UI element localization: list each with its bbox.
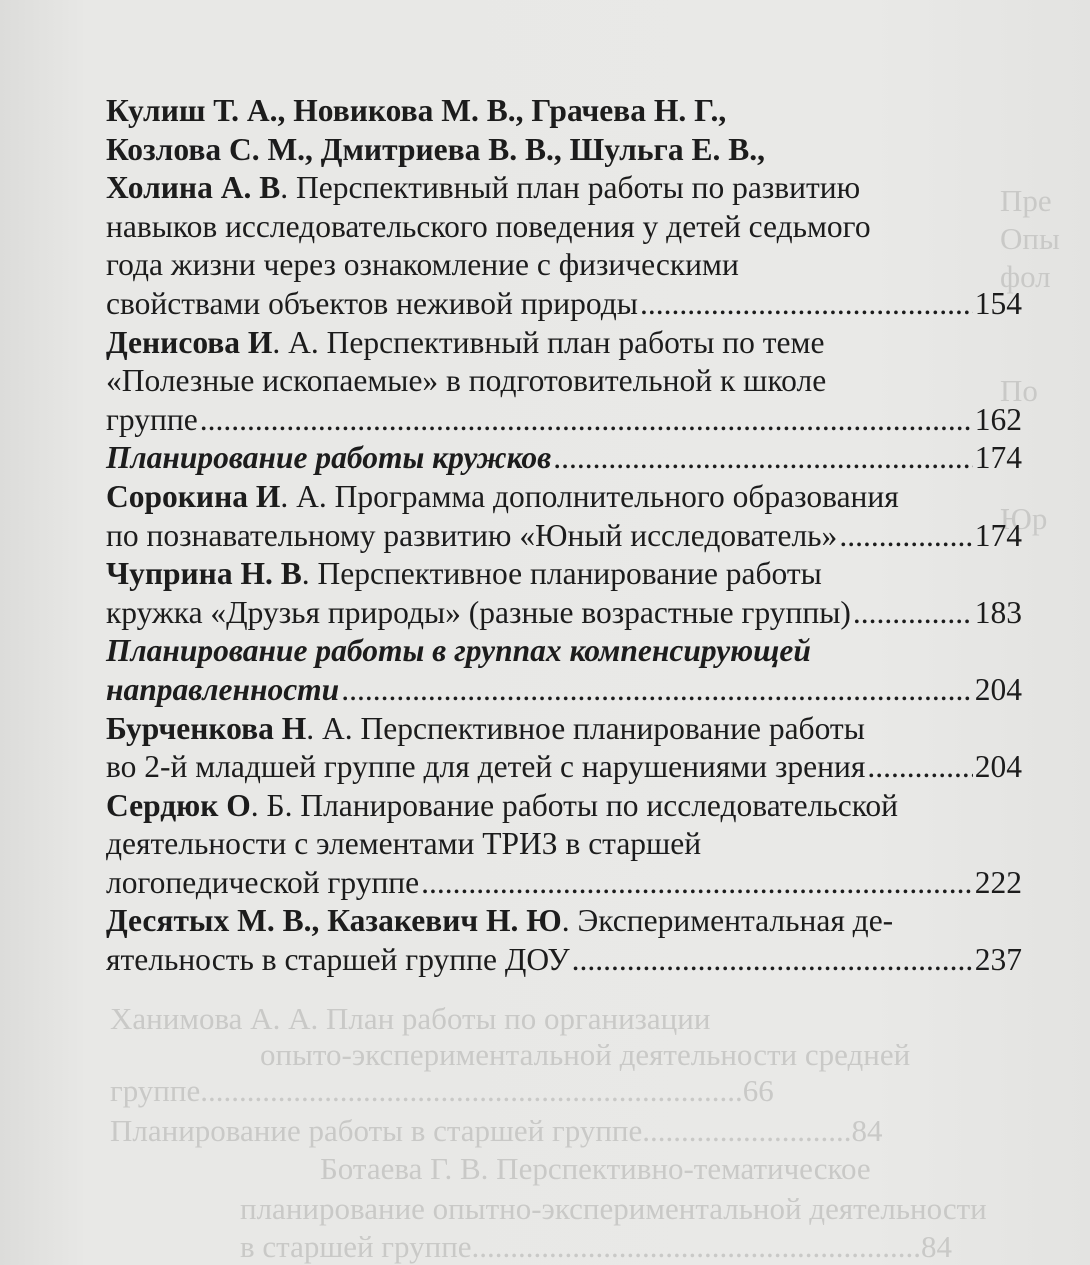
dot-leader: [853, 594, 973, 633]
toc-title-text: свойствами объектов неживой природы: [106, 285, 638, 321]
toc-title-text: логопедической группе: [106, 864, 420, 900]
toc-title-text: . Перспективный план работы по развитию: [280, 170, 861, 206]
toc-line: [106, 92, 1022, 131]
toc-line: [106, 902, 1022, 941]
dot-leader: [867, 748, 972, 787]
toc-line: [106, 710, 1022, 749]
dot-leader: [572, 941, 973, 980]
page-number: 183: [974, 594, 1022, 630]
toc-title-text: . А. Программа дополнительного образования: [280, 478, 899, 514]
toc-line: [106, 362, 1022, 401]
toc-line: [106, 787, 1022, 826]
toc-title-text: навыков исследовательского поведения у детей седьмого: [106, 208, 871, 244]
toc-line: [106, 324, 1022, 363]
toc-line: [106, 131, 1022, 170]
toc-title-text: «Полезные ископаемые» в подготовительной к школе: [106, 363, 827, 399]
toc-line: [106, 825, 1022, 864]
toc-title-text: ятельность в старшей группе ДОУ: [106, 942, 570, 978]
toc-line: [106, 632, 1022, 671]
toc-authors: Кулиш Т. А., Новикова М. В., Грачева Н. Г.,: [106, 93, 727, 128]
toc-entry: [106, 92, 1022, 324]
toc-entry: [106, 902, 1022, 979]
page-number: 154: [974, 285, 1022, 321]
toc-line-with-page: [106, 941, 1022, 980]
toc-line: [106, 555, 1022, 594]
toc-line-with-page: [106, 401, 1022, 440]
toc-section-heading: [106, 632, 1022, 709]
page-number: 237: [974, 942, 1022, 978]
toc-entry: [106, 478, 1022, 555]
dot-leader: [341, 671, 973, 710]
toc-line: [106, 478, 1022, 517]
dot-leader: [640, 285, 973, 324]
toc-line-with-page: [106, 864, 1022, 903]
page-number: 174: [974, 440, 1022, 476]
toc-line-with-page: [106, 671, 1022, 710]
section-title: Планирование работы в группах компенсирующей: [106, 633, 811, 669]
toc-title-text: кружка «Друзья природы» (разные возрастные группы): [106, 594, 851, 630]
toc-authors: Холина А. В: [106, 170, 281, 206]
dot-leader: [421, 864, 973, 903]
toc-entry: [106, 324, 1022, 440]
toc-line-with-page: [106, 594, 1022, 633]
toc-title-text: . Б. Планирование работы по исследовательской: [250, 787, 899, 823]
toc-entry: [106, 710, 1022, 787]
toc-title-text: по познавательному развитию «Юный исследователь»: [106, 517, 838, 553]
toc-authors: Чуприна Н. В: [106, 556, 302, 592]
dot-leader: [839, 517, 972, 556]
toc-line-with-page: [106, 439, 1022, 478]
toc-authors: Денисова И: [106, 324, 273, 360]
toc-authors: Сердюк О: [106, 787, 251, 823]
toc-authors: Козлова С. М., Дмитриева В. В., Шульга Е. В.,: [106, 131, 765, 167]
page-number: 222: [974, 864, 1022, 900]
toc-line-with-page: [106, 285, 1022, 324]
toc-authors: Бурченкова Н: [106, 710, 307, 746]
toc-title-text: . Перспективное планирование работы: [301, 556, 822, 592]
dot-leader: [553, 439, 972, 478]
toc-authors: Сорокина И: [106, 478, 281, 514]
toc-entry: [106, 555, 1022, 632]
toc-line: [106, 169, 1022, 208]
toc-title-text: группе: [106, 401, 198, 437]
toc-title-text: . А. Перспективный план работы по теме: [272, 324, 825, 360]
dot-leader: [200, 401, 973, 440]
table-of-contents: [106, 92, 1022, 980]
toc-line-with-page: [106, 517, 1022, 556]
toc-title-text: во 2-й младшей группе для детей с нарушениями зрения: [106, 749, 866, 785]
toc-title-text: деятельности с элементами ТРИЗ в старшей: [106, 826, 702, 862]
page-number: 204: [974, 671, 1022, 707]
show-through-texture: Пре Опы фол По Юр Ханимова А. А. План работы по организации опыто-экспериментальной деятельности средней группе......................................................................66 Планирование работы в старшей группе...........................84 Ботаева Г. В. Перспективно-тематическое планирование опытно-экспериментальной деятельности в старшей группе..........................................................84: [110, 183, 1060, 1264]
toc-title-text: года жизни через ознакомление с физическими: [106, 247, 739, 283]
toc-authors: Десятых М. В., Казакевич Н. Ю: [106, 903, 562, 939]
section-title: направленности: [106, 671, 340, 707]
toc-title-text: . А. Перспективное планирование работы: [306, 710, 865, 746]
toc-line: [106, 246, 1022, 285]
page-number: 162: [974, 401, 1022, 437]
page-number: 204: [974, 749, 1022, 785]
toc-line-with-page: [106, 748, 1022, 787]
toc-entry: [106, 787, 1022, 903]
toc-section-heading: [106, 439, 1022, 478]
toc-line: [106, 208, 1022, 247]
section-title: Планирование работы кружков: [106, 440, 552, 476]
page-number: 174: [974, 517, 1022, 553]
toc-title-text: . Экспериментальная де-: [561, 903, 894, 939]
